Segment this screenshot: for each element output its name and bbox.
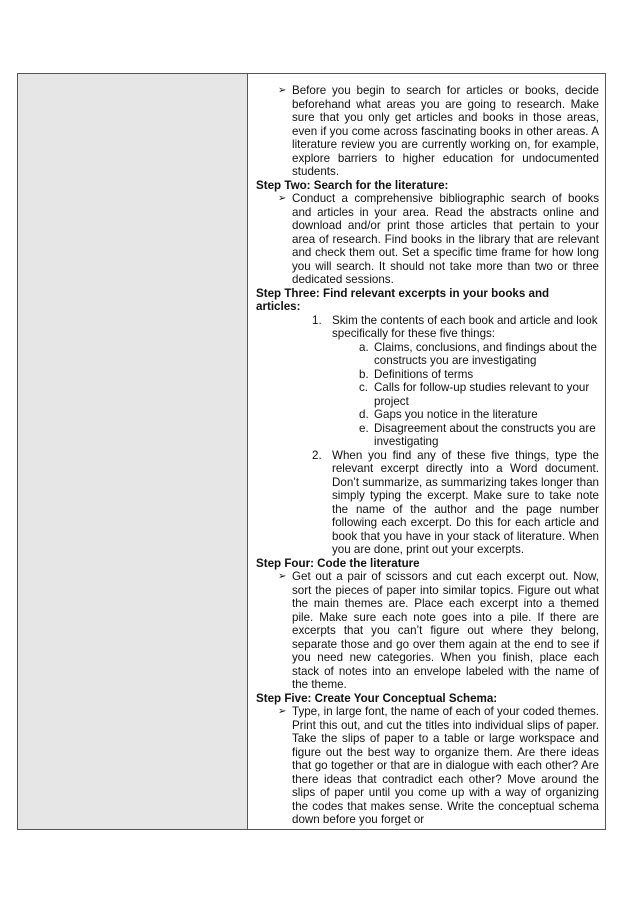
intro-bullet-text: Before you begin to search for articles or books, decide beforehand what areas you are going to research. Make sure that you only get articles and books in those areas, even if you come across fascinating books in other areas. A literature review you are currently working on, for example, explore barriers to higher education for undocumented students. [292,84,599,178]
sub-item-c [256,381,604,408]
sub-item-b-text: Definitions of terms [374,367,474,381]
numbered-item-2-text: When you find any of these five things, type the relevant excerpt directly into a Word document. Don’t summarize, as summarizing takes longer than simply typing the excerpt. Make sure to take note the name of the author and the page number following each excerpt. Do this for each article and book that you have in your stack of literature. When you are done, print out your excerpts. [332,448,599,556]
sub-item-letter: a. [359,340,369,354]
numbered-item-1 [256,314,616,341]
intro-bullet-item [256,84,599,179]
document-table [17,73,606,830]
left-column-cell [18,74,248,829]
step-two-bullet-text: Conduct a comprehensive bibliographic search of books and articles in your area. Read the abstracts online and download and/or print those articles that pertain to your area of research. Find books in the library that are relevant and check them out. Set a specific time frame for how long you will search. It should not take more than two or three dedicated sessions. [292,192,599,286]
step-four-bullet-item [256,570,599,692]
right-column-cell [249,74,605,829]
sub-item-e-text: Disagreement about the constructs you are investigating [374,421,596,448]
step-five-bullet-item [256,705,599,827]
step-five-heading: Step Five: Create Your Conceptual Schema: [256,691,498,705]
step-three-heading [256,287,599,314]
sub-item-e [256,422,599,449]
sub-item-b [256,368,599,382]
arrow-bullet-icon: ➢ [278,85,287,96]
numbered-item-2 [256,449,599,557]
sub-item-letter: e. [359,421,369,435]
step-two-bullet-item [256,192,599,287]
item-number: 2. [312,448,322,462]
sub-item-c-text: Calls for follow-up studies relevant to your project [374,381,590,408]
step-five-bullet-text: Type, in large font, the name of each of your coded themes. Print this out, and cut the titles into individual slips of paper. Take the slips of paper to a table or large workspace and figure out the best way to organize them. Are there ideas that go together or that are in dialogue with each other? Are there ideas that contradict each other? Move around the slips of paper until you come up with a way of organizing the codes that makes sense. Write the conceptual schema down before you forget or [292,705,599,826]
sub-item-letter: c. [359,381,369,394]
arrow-bullet-icon: ➢ [278,571,287,582]
sub-item-d-text: Gaps you notice in the literature [374,408,538,421]
sub-item-letter: d. [359,408,369,421]
sub-item-d [256,408,599,422]
item-number: 1. [312,313,322,327]
step-two-heading: Step Two: Search for the literature: [256,178,449,192]
sub-item-a-text: Claims, conclusions, and findings about the constructs you are investigating [374,340,597,367]
step-four-bullet-text: Get out a pair of scissors and cut each excerpt out. Now, sort the pieces of paper into similar topics. Figure out what the main themes are. Place each excerpt into a themed pile. Make sure each note goes into a pile. If there are excerpts that you can’t figure out where they belong, separate those and go over them again at the end to see if you need new categories. When you finish, place each stack of notes into an envelope labeled with the name of the theme. [292,570,599,691]
arrow-bullet-icon: ➢ [278,706,287,717]
numbered-item-1-text: Skim the contents of each book and article and look specifically for these five things: [332,313,598,340]
sub-item-a [256,341,604,368]
sub-item-letter: b. [359,367,369,381]
step-four-heading: Step Four: Code the literature [256,556,420,570]
arrow-bullet-icon: ➢ [278,193,287,204]
step-three-heading-line1: Step Three: Find relevant excerpts in your books and [256,286,550,300]
step-three-heading-line2: articles: [256,300,301,313]
